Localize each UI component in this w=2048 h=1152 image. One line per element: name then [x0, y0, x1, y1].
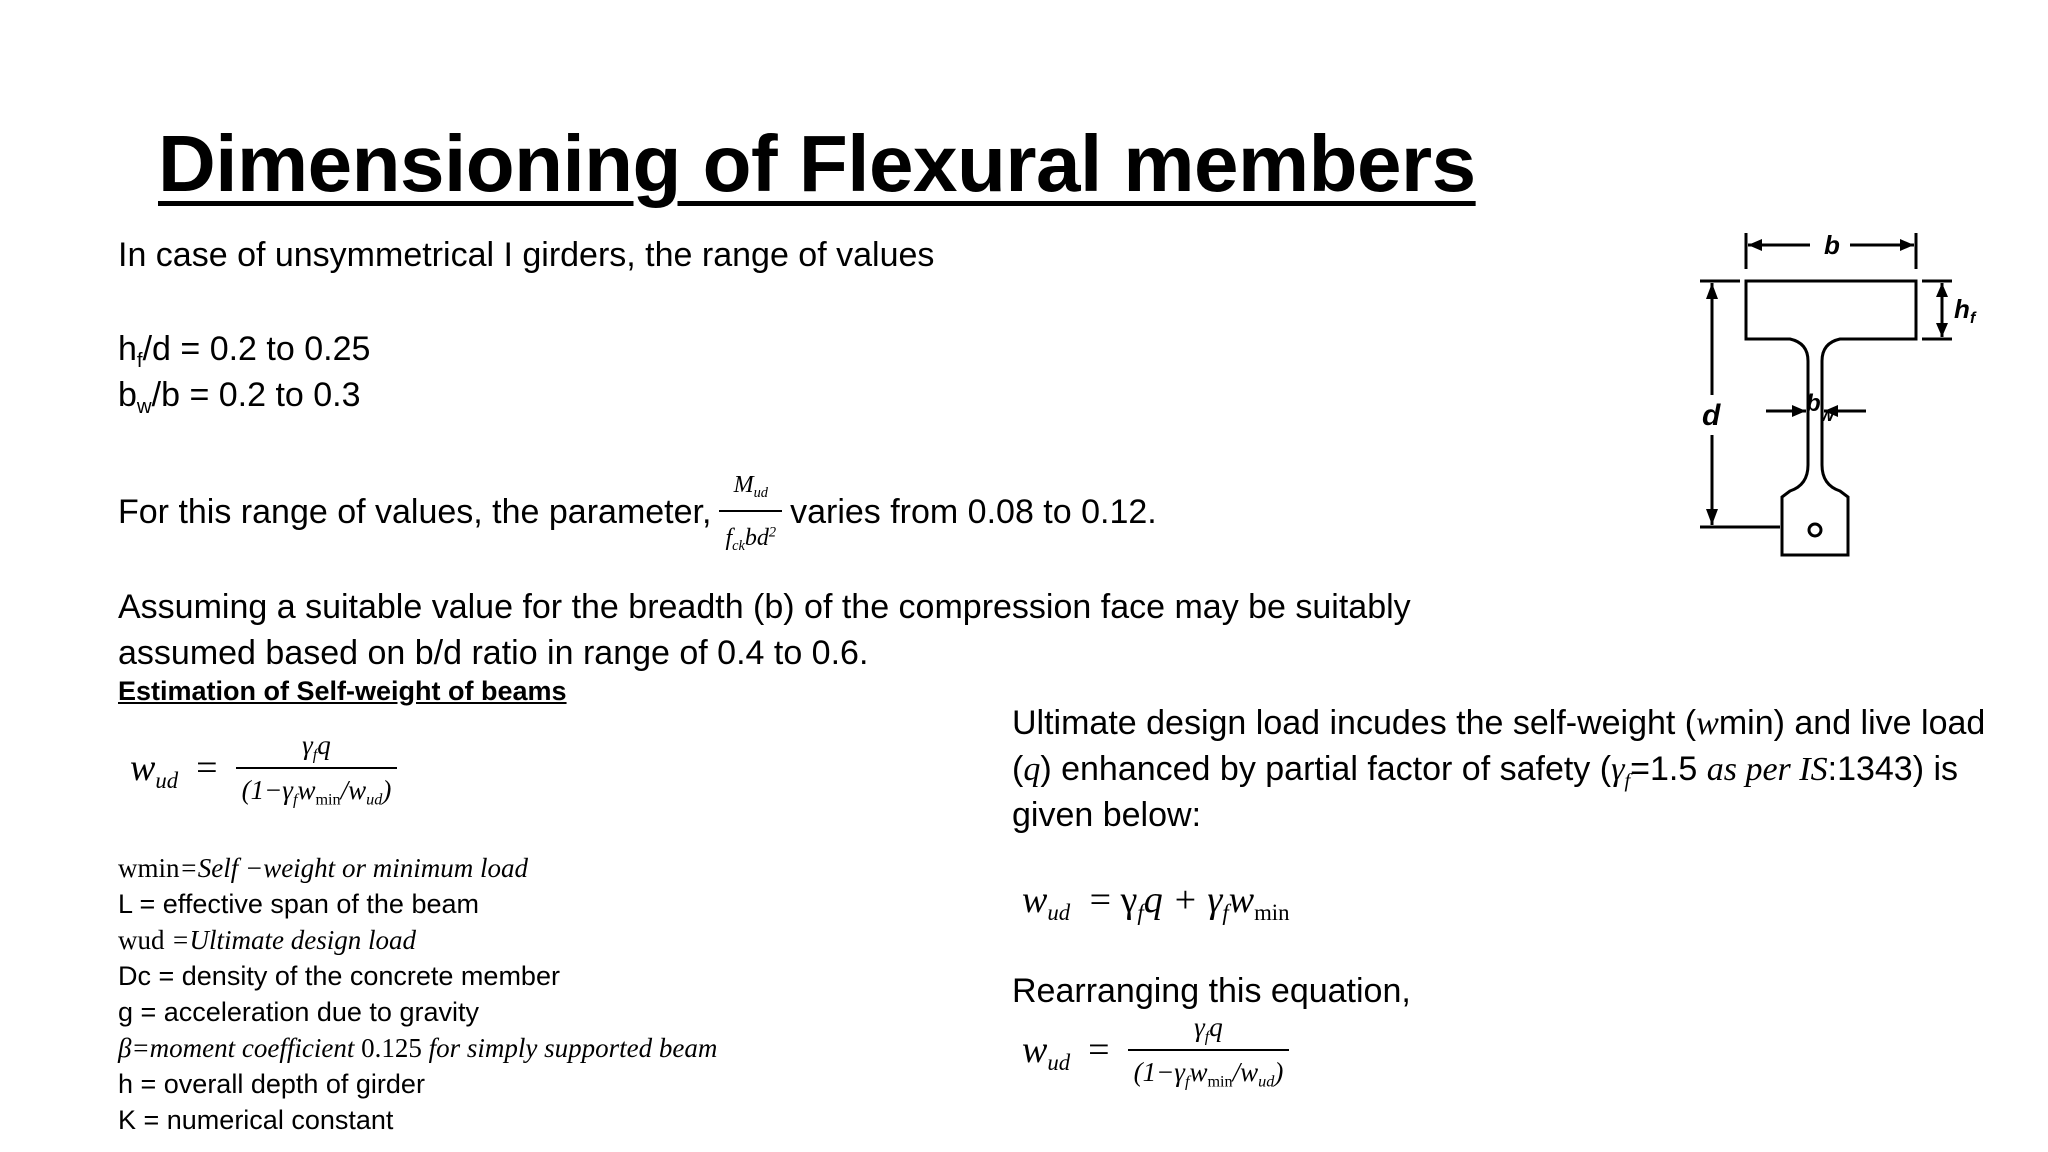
definition-wmin: wmin=Self −weight or minimum load [118, 853, 528, 883]
self-weight-equation [130, 730, 397, 809]
right-text-line-1: Ultimate design load incudes the self-weight (wmin) and live load [1012, 704, 1986, 742]
rearranged-lhs: $w_{ud}$ [1022, 1029, 1071, 1075]
parameter-text-after: varies from 0.08 to 0.12. [790, 492, 1157, 531]
rearranged-denominator: $(1-\gamma_fw_{min}/w_{ud})$ [1128, 1049, 1290, 1088]
parameter-denominator: $f_{ck}bd^2$ [719, 510, 782, 561]
page-title: Dimensioning of Flexural members [158, 119, 1476, 208]
rearranged-equals: = [1088, 1029, 1110, 1071]
hf-ratio-main: h [118, 330, 137, 368]
bw-ratio-rest: /b = 0.2 to 0.3 [151, 376, 361, 414]
right-text-line-3: given below: [1012, 796, 1202, 834]
parameter-text-before: For this range of values, the parameter, [118, 492, 712, 531]
definition-L: L = effective span of the beam [118, 889, 479, 919]
definition-K: K = numerical constant [118, 1105, 394, 1135]
b-arrow-left [1748, 239, 1762, 251]
intro-text: In case of unsymmetrical I girders, the range of values [118, 236, 935, 274]
rearranged-equation [1022, 1012, 1289, 1091]
rearranged-numerator: $\gamma_fq$ [1194, 1012, 1223, 1046]
equals-sign: = [196, 747, 218, 789]
hf-ratio [118, 326, 370, 372]
d-arrow-bottom [1706, 509, 1718, 525]
equation-fraction [236, 730, 398, 809]
equation-numerator: $\gamma_fq$ [302, 730, 331, 764]
assume-line-2: assumed based on b/d ratio in range of 0.4 to 0.6. [118, 634, 869, 672]
parameter-numerator: $M_{ud}$ [733, 472, 768, 502]
label-hf: h [1954, 294, 1970, 324]
label-bw-sub: w [1820, 405, 1835, 425]
i-girder-diagram [1690, 225, 2010, 565]
label-d: d [1702, 399, 1721, 432]
bw-ratio-main: b [118, 376, 137, 414]
equation-lhs: $w_{ud}$ [130, 747, 179, 793]
parameter-fraction [719, 462, 782, 561]
bw-ratio [118, 372, 361, 418]
definition-wud: wud =Ultimate design load [118, 925, 416, 955]
equation-denominator: $(1-\gamma_fw_{min}/w_{ud})$ [236, 767, 398, 806]
label-bw: b [1806, 390, 1821, 417]
assume-line-1: Assuming a suitable value for the breadth (b) of the compression face may be suitably [118, 588, 1411, 626]
bw-arrow-left [1792, 405, 1806, 417]
hf-ratio-sub: f [136, 350, 143, 373]
definition-h: h = overall depth of girder [118, 1069, 425, 1099]
definition-Dc: Dc = density of the concrete member [118, 961, 560, 991]
hf-ratio-rest: /d = 0.2 to 0.25 [142, 330, 371, 368]
parameter-line [118, 462, 1157, 561]
bw-ratio-sub: w [136, 396, 152, 419]
label-b: b [1824, 230, 1840, 260]
definition-beta: β=moment coefficient 0.125 for simply supported beam [118, 1033, 718, 1063]
rearranging-text: Rearranging this equation, [1012, 972, 1411, 1010]
hf-arrow-bottom [1936, 323, 1948, 337]
definition-g: g = acceleration due to gravity [118, 997, 479, 1027]
hf-arrow-top [1936, 283, 1948, 297]
b-arrow-right [1900, 239, 1914, 251]
self-weight-heading: Estimation of Self-weight of beams [118, 676, 567, 706]
label-hf-sub: f [1970, 310, 1976, 327]
design-load-equation: $w_{ud} = \gamma_fq + \gamma_fw_{min}$ [1022, 879, 1290, 925]
rebar-circle [1809, 524, 1821, 536]
d-arrow-top [1706, 283, 1718, 299]
right-text-line-2: (q) enhanced by partial factor of safety ($\gamma_f=1.5$ as per IS:1343) is [1012, 750, 1959, 793]
rearranged-fraction [1128, 1012, 1290, 1091]
